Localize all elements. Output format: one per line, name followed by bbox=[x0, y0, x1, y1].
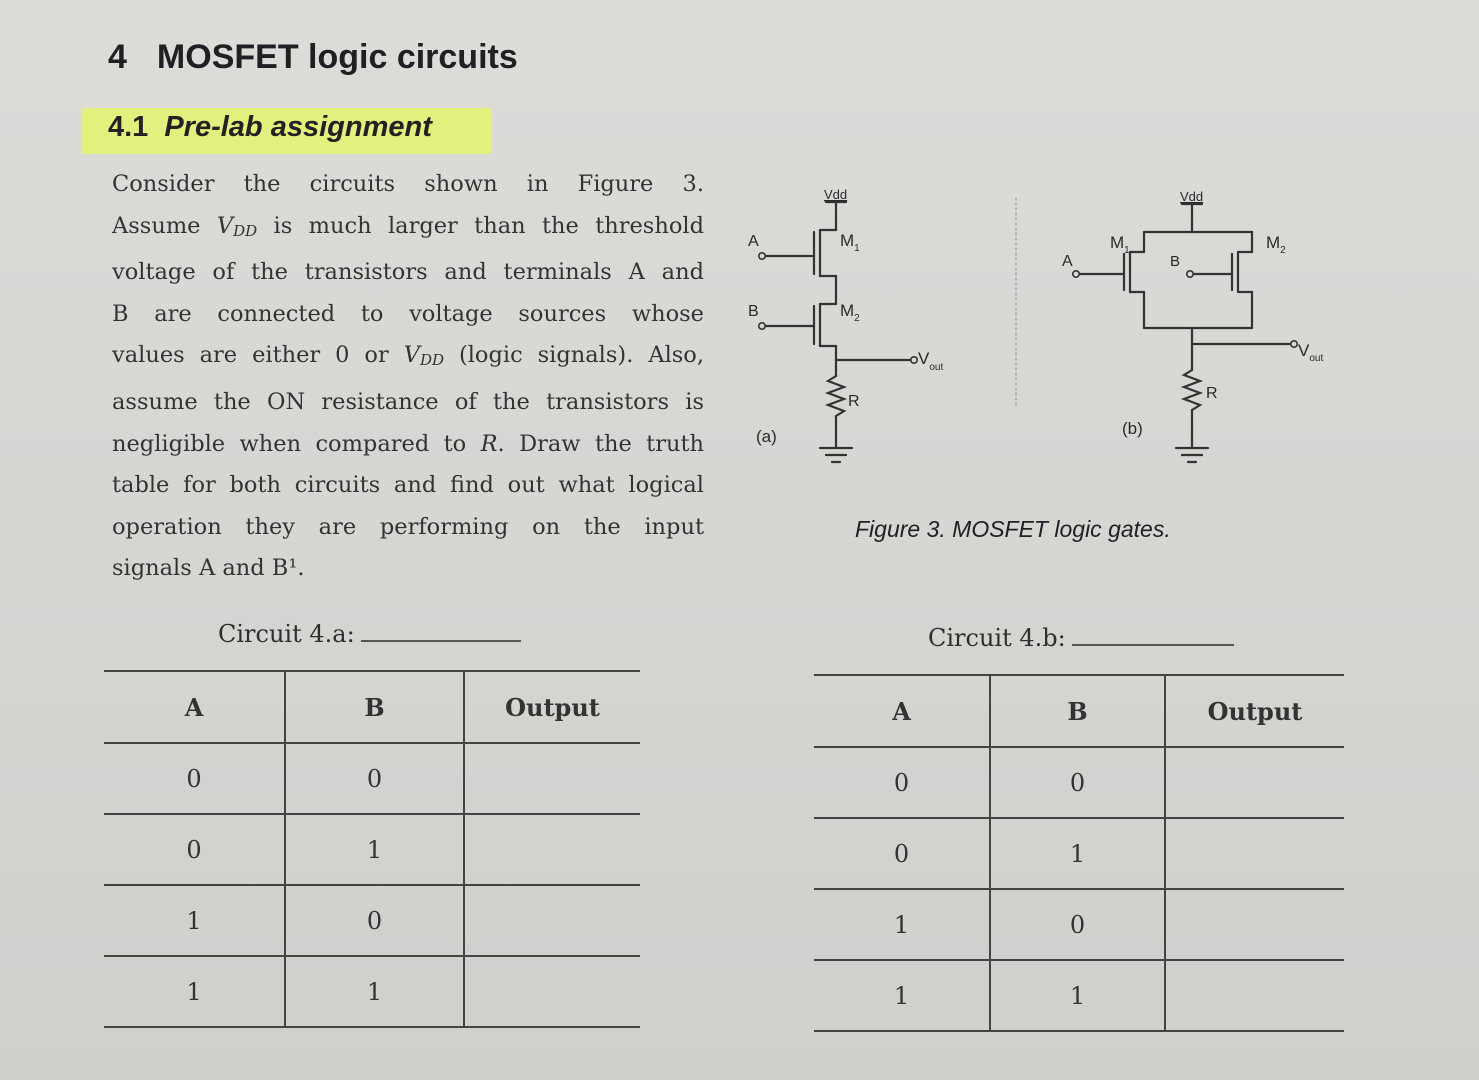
answer-blank-b[interactable] bbox=[1072, 644, 1234, 646]
cell-b: 1 bbox=[285, 956, 464, 1027]
m1-label-b: $M_1$ bbox=[1110, 233, 1130, 256]
cell-b: 0 bbox=[990, 889, 1165, 960]
section-heading bbox=[108, 38, 518, 77]
vdd-label-b: Vdd bbox=[1180, 189, 1204, 204]
header-a: A bbox=[104, 671, 285, 743]
table-row bbox=[814, 889, 1344, 960]
paragraph-line: negligible when compared to R. Draw the truth bbox=[112, 430, 704, 457]
table-row bbox=[104, 743, 640, 814]
cell-b: 0 bbox=[990, 747, 1165, 818]
input-a-label-b: A bbox=[1062, 253, 1073, 270]
cell-a: 1 bbox=[814, 889, 990, 960]
subsection-heading-highlighted bbox=[82, 108, 492, 154]
paragraph-line: operation they are performing on the input bbox=[112, 513, 704, 540]
cell-b: 0 bbox=[285, 743, 464, 814]
table-row bbox=[104, 885, 640, 956]
subsection-title: Pre-lab assignment bbox=[164, 111, 432, 143]
circuit-b-label: Circuit 4.b: bbox=[928, 624, 1234, 652]
output-cell[interactable] bbox=[464, 885, 640, 956]
answer-blank-a[interactable] bbox=[361, 640, 521, 642]
header-a: A bbox=[814, 675, 990, 747]
vdd-label-a: Vdd bbox=[824, 187, 848, 202]
input-b-label-a: B bbox=[748, 303, 759, 320]
vout-label-b: $V_{out}$ bbox=[1298, 341, 1324, 364]
subsection-number: 4.1 bbox=[108, 111, 149, 143]
table-row bbox=[814, 960, 1344, 1031]
circuit-a-label: Circuit 4.a: bbox=[218, 620, 521, 648]
paragraph-line: voltage of the transistors and terminals A and bbox=[112, 259, 704, 286]
cell-a: 0 bbox=[104, 743, 285, 814]
table-row bbox=[104, 814, 640, 885]
cell-b: 0 bbox=[285, 885, 464, 956]
cell-b: 1 bbox=[990, 818, 1165, 889]
circuit-b-tag: (b) bbox=[1122, 419, 1143, 438]
resistor-label-a: R bbox=[848, 393, 860, 410]
figure-3-mosfet-circuits bbox=[720, 180, 1360, 480]
cell-a: 0 bbox=[814, 747, 990, 818]
resistor-label-b: R bbox=[1206, 385, 1218, 402]
cell-a: 0 bbox=[814, 818, 990, 889]
cell-b: 1 bbox=[285, 814, 464, 885]
output-cell[interactable] bbox=[464, 814, 640, 885]
m2-label-a: $M_2$ bbox=[840, 301, 860, 324]
cell-a: 1 bbox=[104, 885, 285, 956]
circuit-a-tag: (a) bbox=[756, 427, 777, 446]
table-row bbox=[814, 747, 1344, 818]
output-cell[interactable] bbox=[1165, 747, 1344, 818]
output-cell[interactable] bbox=[464, 956, 640, 1027]
output-cell[interactable] bbox=[1165, 960, 1344, 1031]
table-row bbox=[814, 818, 1344, 889]
truth-table-b bbox=[814, 674, 1344, 1032]
figure-caption: Figure 3. MOSFET logic gates. bbox=[855, 516, 1171, 542]
truth-table-a bbox=[104, 670, 640, 1028]
input-b-label-b: B bbox=[1170, 253, 1181, 270]
cell-a: 1 bbox=[104, 956, 285, 1027]
input-a-label-a: A bbox=[748, 233, 759, 250]
paragraph-line: signals A and B¹. bbox=[112, 555, 305, 582]
header-output: Output bbox=[1207, 696, 1303, 726]
paragraph-line: Assume $V_{DD}$ is much larger than the threshold bbox=[112, 212, 704, 240]
section-title: MOSFET logic circuits bbox=[156, 38, 518, 76]
table-row bbox=[104, 956, 640, 1027]
paragraph-line: B are connected to voltage sources whose bbox=[112, 300, 704, 327]
vout-label-a: $V_{out}$ bbox=[918, 349, 944, 373]
output-cell[interactable] bbox=[464, 743, 640, 814]
cell-a: 1 bbox=[814, 960, 990, 1031]
output-cell[interactable] bbox=[1165, 818, 1344, 889]
paragraph-line: Consider the circuits shown in Figure 3. bbox=[112, 171, 704, 197]
cell-a: 0 bbox=[104, 814, 285, 885]
paragraph-line: values are either 0 or $V_{DD}$ (logic signals). Also, bbox=[112, 342, 705, 370]
m1-label-a: $M_1$ bbox=[840, 231, 860, 254]
assignment-paragraph bbox=[112, 164, 704, 590]
header-output: Output bbox=[505, 692, 600, 722]
output-cell[interactable] bbox=[1165, 889, 1344, 960]
circuit-diagram bbox=[720, 180, 1360, 480]
cell-b: 1 bbox=[990, 960, 1165, 1031]
header-b: B bbox=[285, 671, 464, 743]
section-number: 4 bbox=[108, 38, 127, 76]
paragraph-line: table for both circuits and find out what logical bbox=[112, 472, 704, 499]
paragraph-line: assume the ON resistance of the transistors is bbox=[112, 388, 704, 415]
m2-label-b: $M_2$ bbox=[1266, 233, 1286, 256]
header-b: B bbox=[990, 675, 1165, 747]
